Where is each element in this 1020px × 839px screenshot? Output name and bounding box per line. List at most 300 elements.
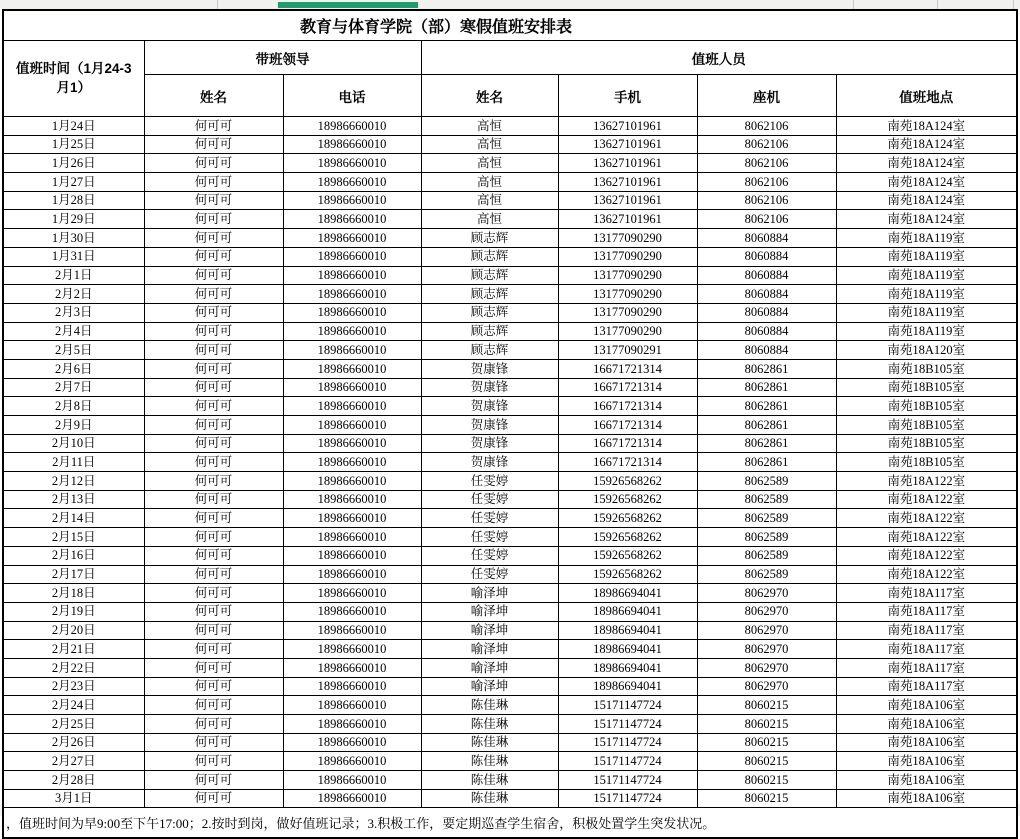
- cell-leader-phone[interactable]: 18986660010: [283, 771, 421, 790]
- cell-staff-name[interactable]: 陈佳琳: [421, 771, 558, 790]
- cell-staff-name[interactable]: 贺康锋: [421, 434, 558, 453]
- cell-location[interactable]: 南苑18A120室: [836, 341, 1017, 360]
- cell-staff-name[interactable]: 顾志辉: [421, 229, 558, 248]
- cell-staff-landline[interactable]: 8060215: [697, 771, 836, 790]
- cell-staff-landline[interactable]: 8060215: [697, 752, 836, 771]
- cell-leader-phone[interactable]: 18986660010: [283, 135, 421, 154]
- cell-staff-name[interactable]: 陈佳琳: [421, 789, 558, 808]
- cell-location[interactable]: 南苑18B105室: [836, 378, 1017, 397]
- cell-staff-mobile[interactable]: 13177090290: [558, 322, 697, 341]
- cell-staff-mobile[interactable]: 18986694041: [558, 584, 697, 603]
- cell-staff-landline[interactable]: 8062106: [697, 117, 836, 136]
- cell-leader-phone[interactable]: 18986660010: [283, 602, 421, 621]
- cell-staff-landline[interactable]: 8060884: [697, 229, 836, 248]
- cell-leader-name[interactable]: 何可可: [144, 303, 283, 322]
- cell-staff-mobile[interactable]: 15926568262: [558, 472, 697, 491]
- cell-staff-mobile[interactable]: 15171147724: [558, 789, 697, 808]
- cell-location[interactable]: 南苑18B105室: [836, 416, 1017, 435]
- cell-date[interactable]: 2月8日: [3, 397, 144, 416]
- cell-date[interactable]: 2月19日: [3, 602, 144, 621]
- cell-staff-mobile[interactable]: 16671721314: [558, 434, 697, 453]
- cell-location[interactable]: 南苑18A119室: [836, 285, 1017, 304]
- table-row: [3, 621, 1017, 640]
- cell-leader-name[interactable]: 何可可: [144, 752, 283, 771]
- cell-staff-mobile[interactable]: 13177090290: [558, 303, 697, 322]
- table-row: [3, 565, 1017, 584]
- cell-leader-name[interactable]: 何可可: [144, 490, 283, 509]
- cell-leader-name[interactable]: 何可可: [144, 789, 283, 808]
- cell-staff-mobile[interactable]: 15171147724: [558, 752, 697, 771]
- cell-date[interactable]: 2月6日: [3, 359, 144, 378]
- cell-date[interactable]: 2月9日: [3, 416, 144, 435]
- cell-staff-mobile[interactable]: 16671721314: [558, 359, 697, 378]
- footer-note-row: [3, 808, 1017, 839]
- cell-date[interactable]: 2月11日: [3, 453, 144, 472]
- cell-staff-mobile[interactable]: 16671721314: [558, 453, 697, 472]
- cell-leader-name[interactable]: 何可可: [144, 266, 283, 285]
- cell-leader-phone[interactable]: 18986660010: [283, 397, 421, 416]
- cell-leader-phone[interactable]: 18986660010: [283, 715, 421, 734]
- cell-staff-landline[interactable]: 8060884: [697, 341, 836, 360]
- cell-staff-name[interactable]: 喻泽坤: [421, 658, 558, 677]
- cell-leader-phone[interactable]: 18986660010: [283, 247, 421, 266]
- cell-location[interactable]: 南苑18A122室: [836, 509, 1017, 528]
- cell-staff-mobile[interactable]: 18986694041: [558, 640, 697, 659]
- cell-leader-name[interactable]: 何可可: [144, 472, 283, 491]
- cell-location[interactable]: 南苑18A119室: [836, 322, 1017, 341]
- cell-staff-landline[interactable]: 8062970: [697, 584, 836, 603]
- cell-staff-name[interactable]: 高恒: [421, 135, 558, 154]
- cell-leader-name[interactable]: 何可可: [144, 434, 283, 453]
- cell-leader-name[interactable]: 何可可: [144, 509, 283, 528]
- duty-schedule-table: [2, 9, 1018, 839]
- gridline: [217, 0, 218, 9]
- cell-staff-landline[interactable]: 8060884: [697, 247, 836, 266]
- cell-date[interactable]: 2月24日: [3, 696, 144, 715]
- cell-leader-phone[interactable]: 18986660010: [283, 173, 421, 192]
- cell-location[interactable]: 南苑18A122室: [836, 546, 1017, 565]
- cell-staff-name[interactable]: 贺康锋: [421, 453, 558, 472]
- cell-date[interactable]: 3月1日: [3, 789, 144, 808]
- cell-staff-name[interactable]: 顾志辉: [421, 247, 558, 266]
- cell-date[interactable]: 1月26日: [3, 154, 144, 173]
- cell-leader-phone[interactable]: 18986660010: [283, 154, 421, 173]
- cell-staff-mobile[interactable]: 15171147724: [558, 715, 697, 734]
- table-row: [3, 715, 1017, 734]
- cell-location[interactable]: 南苑18A117室: [836, 602, 1017, 621]
- cell-date[interactable]: 1月30日: [3, 229, 144, 248]
- cell-staff-mobile[interactable]: 13627101961: [558, 135, 697, 154]
- cell-leader-phone[interactable]: 18986660010: [283, 565, 421, 584]
- cell-leader-name[interactable]: 何可可: [144, 341, 283, 360]
- cell-location[interactable]: 南苑18A124室: [836, 154, 1017, 173]
- cell-staff-mobile[interactable]: 15926568262: [558, 528, 697, 547]
- cell-staff-mobile[interactable]: 13627101961: [558, 117, 697, 136]
- cell-leader-name[interactable]: 何可可: [144, 397, 283, 416]
- cell-date[interactable]: 2月22日: [3, 658, 144, 677]
- header-staff-mobile[interactable]: 手机: [558, 75, 697, 117]
- cell-leader-name[interactable]: 何可可: [144, 602, 283, 621]
- cell-leader-name[interactable]: 何可可: [144, 696, 283, 715]
- table-row: [3, 378, 1017, 397]
- cell-location[interactable]: 南苑18A106室: [836, 771, 1017, 790]
- cell-staff-landline[interactable]: 8062861: [697, 397, 836, 416]
- cell-leader-phone[interactable]: 18986660010: [283, 117, 421, 136]
- cell-leader-phone[interactable]: 18986660010: [283, 453, 421, 472]
- cell-leader-phone[interactable]: 18986660010: [283, 677, 421, 696]
- cell-location[interactable]: 南苑18A117室: [836, 658, 1017, 677]
- cell-leader-phone[interactable]: 18986660010: [283, 434, 421, 453]
- cell-staff-landline[interactable]: 8062589: [697, 490, 836, 509]
- cell-leader-name[interactable]: 何可可: [144, 416, 283, 435]
- cell-date[interactable]: 1月31日: [3, 247, 144, 266]
- cell-staff-name[interactable]: 任雯婷: [421, 528, 558, 547]
- cell-staff-landline[interactable]: 8062106: [697, 210, 836, 229]
- cell-staff-mobile[interactable]: 13177090290: [558, 266, 697, 285]
- cell-staff-name[interactable]: 任雯婷: [421, 490, 558, 509]
- cell-staff-name[interactable]: 任雯婷: [421, 472, 558, 491]
- cell-staff-mobile[interactable]: 15171147724: [558, 733, 697, 752]
- cell-location[interactable]: 南苑18A124室: [836, 135, 1017, 154]
- cell-staff-landline[interactable]: 8062861: [697, 378, 836, 397]
- cell-location[interactable]: 南苑18A106室: [836, 733, 1017, 752]
- cell-date[interactable]: 2月23日: [3, 677, 144, 696]
- table-row: [3, 229, 1017, 248]
- cell-leader-phone[interactable]: 18986660010: [283, 584, 421, 603]
- cell-leader-phone[interactable]: 18986660010: [283, 341, 421, 360]
- cell-leader-name[interactable]: 何可可: [144, 658, 283, 677]
- cell-date[interactable]: 2月26日: [3, 733, 144, 752]
- cell-staff-name[interactable]: 陈佳琳: [421, 733, 558, 752]
- cell-leader-name[interactable]: 何可可: [144, 229, 283, 248]
- cell-staff-landline[interactable]: 8060884: [697, 322, 836, 341]
- cell-leader-phone[interactable]: 18986660010: [283, 733, 421, 752]
- cell-staff-landline[interactable]: 8062589: [697, 546, 836, 565]
- cell-staff-name[interactable]: 任雯婷: [421, 546, 558, 565]
- cell-date[interactable]: 2月15日: [3, 528, 144, 547]
- cell-date[interactable]: 2月28日: [3, 771, 144, 790]
- cell-location[interactable]: 南苑18A122室: [836, 565, 1017, 584]
- cell-staff-landline[interactable]: 8062970: [697, 640, 836, 659]
- cell-staff-name[interactable]: 高恒: [421, 191, 558, 210]
- cell-staff-mobile[interactable]: 13627101961: [558, 154, 697, 173]
- cell-leader-phone[interactable]: 18986660010: [283, 359, 421, 378]
- cell-leader-name[interactable]: 何可可: [144, 359, 283, 378]
- cell-location[interactable]: 南苑18A119室: [836, 247, 1017, 266]
- header-staff-name[interactable]: 姓名: [421, 75, 558, 117]
- cell-date[interactable]: 2月16日: [3, 546, 144, 565]
- cell-leader-phone[interactable]: 18986660010: [283, 490, 421, 509]
- cell-leader-name[interactable]: 何可可: [144, 640, 283, 659]
- cell-staff-mobile[interactable]: 15926568262: [558, 565, 697, 584]
- cell-date[interactable]: 2月1日: [3, 266, 144, 285]
- cell-leader-phone[interactable]: 18986660010: [283, 789, 421, 808]
- cell-leader-name[interactable]: 何可可: [144, 173, 283, 192]
- cell-leader-phone[interactable]: 18986660010: [283, 752, 421, 771]
- cell-leader-phone[interactable]: 18986660010: [283, 696, 421, 715]
- cell-staff-name[interactable]: 贺康锋: [421, 397, 558, 416]
- cell-staff-mobile[interactable]: 18986694041: [558, 677, 697, 696]
- cell-leader-phone[interactable]: 18986660010: [283, 266, 421, 285]
- table-row: [3, 789, 1017, 808]
- cell-staff-name[interactable]: 贺康锋: [421, 378, 558, 397]
- cell-staff-mobile[interactable]: 16671721314: [558, 416, 697, 435]
- cell-staff-name[interactable]: 贺康锋: [421, 359, 558, 378]
- header-leader-phone[interactable]: 电话: [283, 75, 421, 117]
- cell-staff-name[interactable]: 喻泽坤: [421, 602, 558, 621]
- cell-date[interactable]: 1月25日: [3, 135, 144, 154]
- header-staff-landline[interactable]: 座机: [697, 75, 836, 117]
- cell-staff-landline[interactable]: 8060215: [697, 789, 836, 808]
- table-title-cell[interactable]: 教育与体育学院（部）寒假值班安排表: [3, 10, 1017, 41]
- cell-location[interactable]: 南苑18A124室: [836, 191, 1017, 210]
- cell-leader-phone[interactable]: 18986660010: [283, 416, 421, 435]
- cell-date[interactable]: 2月12日: [3, 472, 144, 491]
- cell-staff-name[interactable]: 高恒: [421, 210, 558, 229]
- cell-leader-name[interactable]: 何可可: [144, 135, 283, 154]
- cell-location[interactable]: 南苑18A124室: [836, 210, 1017, 229]
- cell-leader-name[interactable]: 何可可: [144, 584, 283, 603]
- cell-location[interactable]: 南苑18A106室: [836, 752, 1017, 771]
- cell-date[interactable]: 2月14日: [3, 509, 144, 528]
- cell-staff-landline[interactable]: 8062970: [697, 658, 836, 677]
- table-row: [3, 752, 1017, 771]
- cell-leader-name[interactable]: 何可可: [144, 565, 283, 584]
- cell-staff-landline[interactable]: 8060884: [697, 303, 836, 322]
- cell-staff-name[interactable]: 陈佳琳: [421, 715, 558, 734]
- cell-leader-name[interactable]: 何可可: [144, 453, 283, 472]
- selection-highlight-bar: [278, 2, 418, 8]
- cell-location[interactable]: 南苑18A117室: [836, 584, 1017, 603]
- cell-location[interactable]: 南苑18A117室: [836, 677, 1017, 696]
- cell-leader-phone[interactable]: 18986660010: [283, 472, 421, 491]
- cell-staff-landline[interactable]: 8062970: [697, 621, 836, 640]
- cell-leader-name[interactable]: 何可可: [144, 285, 283, 304]
- cell-date[interactable]: 2月2日: [3, 285, 144, 304]
- table-row: [3, 210, 1017, 229]
- cell-location[interactable]: 南苑18B105室: [836, 397, 1017, 416]
- cell-leader-phone[interactable]: 18986660010: [283, 378, 421, 397]
- cell-staff-name[interactable]: 喻泽坤: [421, 621, 558, 640]
- header-duty-time[interactable]: 值班时间（1月24-3月1）: [3, 41, 144, 117]
- cell-location[interactable]: 南苑18A119室: [836, 229, 1017, 248]
- cell-date[interactable]: 1月29日: [3, 210, 144, 229]
- cell-staff-landline[interactable]: 8062861: [697, 416, 836, 435]
- footer-note-cell[interactable]: ，值班时间为早9:00至下午17:00；2.按时到岗，做好值班记录；3.积极工作，要定期巡查学生宿舍，积极处置学生突发状况。: [3, 808, 1017, 839]
- cell-staff-landline[interactable]: 8062589: [697, 509, 836, 528]
- table-row: [3, 322, 1017, 341]
- cell-leader-name[interactable]: 何可可: [144, 154, 283, 173]
- cell-leader-phone[interactable]: 18986660010: [283, 285, 421, 304]
- cell-date[interactable]: 2月18日: [3, 584, 144, 603]
- cell-date[interactable]: 2月25日: [3, 715, 144, 734]
- cell-leader-name[interactable]: 何可可: [144, 117, 283, 136]
- cell-leader-phone[interactable]: 18986660010: [283, 229, 421, 248]
- cell-staff-name[interactable]: 高恒: [421, 173, 558, 192]
- table-row: [3, 285, 1017, 304]
- cell-location[interactable]: 南苑18B105室: [836, 434, 1017, 453]
- cell-leader-phone[interactable]: 18986660010: [283, 210, 421, 229]
- cell-staff-mobile[interactable]: 13627101961: [558, 173, 697, 192]
- cell-staff-name[interactable]: 顾志辉: [421, 303, 558, 322]
- cell-staff-landline[interactable]: 8062106: [697, 135, 836, 154]
- cell-staff-landline[interactable]: 8062589: [697, 528, 836, 547]
- cell-staff-name[interactable]: 贺康锋: [421, 416, 558, 435]
- table-row: [3, 397, 1017, 416]
- cell-staff-mobile[interactable]: 15926568262: [558, 509, 697, 528]
- cell-staff-landline[interactable]: 8060884: [697, 266, 836, 285]
- cell-staff-landline[interactable]: 8060884: [697, 285, 836, 304]
- cell-staff-name[interactable]: 喻泽坤: [421, 584, 558, 603]
- cell-staff-mobile[interactable]: 16671721314: [558, 397, 697, 416]
- cell-staff-mobile[interactable]: 13627101961: [558, 210, 697, 229]
- cell-location[interactable]: 南苑18A122室: [836, 528, 1017, 547]
- cell-location[interactable]: 南苑18A124室: [836, 117, 1017, 136]
- cell-leader-name[interactable]: 何可可: [144, 677, 283, 696]
- table-row: [3, 472, 1017, 491]
- cell-staff-landline[interactable]: 8060215: [697, 733, 836, 752]
- cell-staff-landline[interactable]: 8062861: [697, 359, 836, 378]
- table-row: [3, 733, 1017, 752]
- cell-leader-name[interactable]: 何可可: [144, 191, 283, 210]
- top-row-sliver: [0, 0, 1020, 9]
- cell-leader-name[interactable]: 何可可: [144, 210, 283, 229]
- cell-leader-phone[interactable]: 18986660010: [283, 546, 421, 565]
- cell-leader-name[interactable]: 何可可: [144, 528, 283, 547]
- cell-staff-landline[interactable]: 8060215: [697, 696, 836, 715]
- cell-staff-landline[interactable]: 8062589: [697, 565, 836, 584]
- cell-staff-landline[interactable]: 8062861: [697, 434, 836, 453]
- cell-staff-landline[interactable]: 8062106: [697, 154, 836, 173]
- cell-staff-mobile[interactable]: 18986694041: [558, 621, 697, 640]
- cell-staff-name[interactable]: 陈佳琳: [421, 752, 558, 771]
- cell-date[interactable]: 2月4日: [3, 322, 144, 341]
- header-leader-group[interactable]: 带班领导: [144, 41, 421, 75]
- header-staff-group[interactable]: 值班人员: [421, 41, 1017, 75]
- table-row: [3, 677, 1017, 696]
- cell-staff-mobile[interactable]: 13627101961: [558, 191, 697, 210]
- cell-location[interactable]: 南苑18A106室: [836, 715, 1017, 734]
- cell-location[interactable]: 南苑18B105室: [836, 359, 1017, 378]
- cell-leader-phone[interactable]: 18986660010: [283, 509, 421, 528]
- cell-staff-name[interactable]: 高恒: [421, 117, 558, 136]
- cell-staff-mobile[interactable]: 13177090290: [558, 229, 697, 248]
- cell-date[interactable]: 1月28日: [3, 191, 144, 210]
- cell-leader-phone[interactable]: 18986660010: [283, 658, 421, 677]
- cell-staff-mobile[interactable]: 13177090290: [558, 247, 697, 266]
- header-leader-name[interactable]: 姓名: [144, 75, 283, 117]
- cell-staff-mobile[interactable]: 13177090291: [558, 341, 697, 360]
- gridline: [853, 0, 854, 9]
- cell-staff-mobile[interactable]: 15171147724: [558, 696, 697, 715]
- cell-leader-name[interactable]: 何可可: [144, 621, 283, 640]
- cell-date[interactable]: 2月5日: [3, 341, 144, 360]
- cell-date[interactable]: 2月27日: [3, 752, 144, 771]
- cell-location[interactable]: 南苑18A119室: [836, 266, 1017, 285]
- cell-leader-phone[interactable]: 18986660010: [283, 528, 421, 547]
- cell-leader-name[interactable]: 何可可: [144, 733, 283, 752]
- cell-staff-mobile[interactable]: 15171147724: [558, 771, 697, 790]
- cell-date[interactable]: 2月17日: [3, 565, 144, 584]
- cell-staff-name[interactable]: 高恒: [421, 154, 558, 173]
- cell-staff-name[interactable]: 喻泽坤: [421, 677, 558, 696]
- cell-location[interactable]: 南苑18A122室: [836, 490, 1017, 509]
- table-row: [3, 247, 1017, 266]
- table-row: [3, 771, 1017, 790]
- cell-staff-mobile[interactable]: 18986694041: [558, 658, 697, 677]
- cell-location[interactable]: 南苑18A106室: [836, 789, 1017, 808]
- cell-staff-name[interactable]: 喻泽坤: [421, 640, 558, 659]
- cell-location[interactable]: 南苑18A117室: [836, 640, 1017, 659]
- cell-leader-phone[interactable]: 18986660010: [283, 303, 421, 322]
- header-group-row: [3, 41, 1017, 75]
- cell-leader-phone[interactable]: 18986660010: [283, 191, 421, 210]
- cell-location[interactable]: 南苑18A122室: [836, 472, 1017, 491]
- cell-staff-name[interactable]: 顾志辉: [421, 266, 558, 285]
- cell-date[interactable]: 2月10日: [3, 434, 144, 453]
- cell-date[interactable]: 1月27日: [3, 173, 144, 192]
- cell-date[interactable]: 2月20日: [3, 621, 144, 640]
- cell-leader-name[interactable]: 何可可: [144, 546, 283, 565]
- cell-date[interactable]: 2月7日: [3, 378, 144, 397]
- cell-leader-phone[interactable]: 18986660010: [283, 322, 421, 341]
- cell-staff-landline[interactable]: 8062970: [697, 602, 836, 621]
- cell-staff-name[interactable]: 顾志辉: [421, 322, 558, 341]
- cell-staff-name[interactable]: 任雯婷: [421, 509, 558, 528]
- cell-staff-name[interactable]: 顾志辉: [421, 341, 558, 360]
- cell-staff-mobile[interactable]: 15926568262: [558, 546, 697, 565]
- table-row: [3, 584, 1017, 603]
- cell-date[interactable]: 2月3日: [3, 303, 144, 322]
- cell-staff-landline[interactable]: 8062106: [697, 173, 836, 192]
- cell-staff-mobile[interactable]: 18986694041: [558, 602, 697, 621]
- cell-leader-name[interactable]: 何可可: [144, 247, 283, 266]
- cell-leader-name[interactable]: 何可可: [144, 378, 283, 397]
- cell-staff-landline[interactable]: 8060215: [697, 715, 836, 734]
- cell-staff-landline[interactable]: 8062970: [697, 677, 836, 696]
- cell-location[interactable]: 南苑18A124室: [836, 173, 1017, 192]
- cell-location[interactable]: 南苑18A119室: [836, 303, 1017, 322]
- table-row: [3, 490, 1017, 509]
- cell-leader-phone[interactable]: 18986660010: [283, 640, 421, 659]
- cell-leader-phone[interactable]: 18986660010: [283, 621, 421, 640]
- cell-staff-landline[interactable]: 8062106: [697, 191, 836, 210]
- cell-date[interactable]: 2月21日: [3, 640, 144, 659]
- cell-leader-name[interactable]: 何可可: [144, 322, 283, 341]
- cell-staff-mobile[interactable]: 13177090290: [558, 285, 697, 304]
- cell-staff-mobile[interactable]: 16671721314: [558, 378, 697, 397]
- cell-staff-mobile[interactable]: 15926568262: [558, 490, 697, 509]
- table-row: [3, 303, 1017, 322]
- cell-location[interactable]: 南苑18A117室: [836, 621, 1017, 640]
- table-row: [3, 341, 1017, 360]
- cell-staff-name[interactable]: 陈佳琳: [421, 696, 558, 715]
- cell-leader-name[interactable]: 何可可: [144, 771, 283, 790]
- header-field-row: [3, 75, 1017, 117]
- cell-leader-name[interactable]: 何可可: [144, 715, 283, 734]
- cell-location[interactable]: 南苑18A106室: [836, 696, 1017, 715]
- cell-location[interactable]: 南苑18B105室: [836, 453, 1017, 472]
- cell-date[interactable]: 1月24日: [3, 117, 144, 136]
- table-row: [3, 173, 1017, 192]
- cell-staff-name[interactable]: 顾志辉: [421, 285, 558, 304]
- header-staff-location[interactable]: 值班地点: [836, 75, 1017, 117]
- cell-staff-name[interactable]: 任雯婷: [421, 565, 558, 584]
- cell-staff-landline[interactable]: 8062589: [697, 472, 836, 491]
- cell-date[interactable]: 2月13日: [3, 490, 144, 509]
- cell-staff-landline[interactable]: 8062861: [697, 453, 836, 472]
- table-row: [3, 117, 1017, 136]
